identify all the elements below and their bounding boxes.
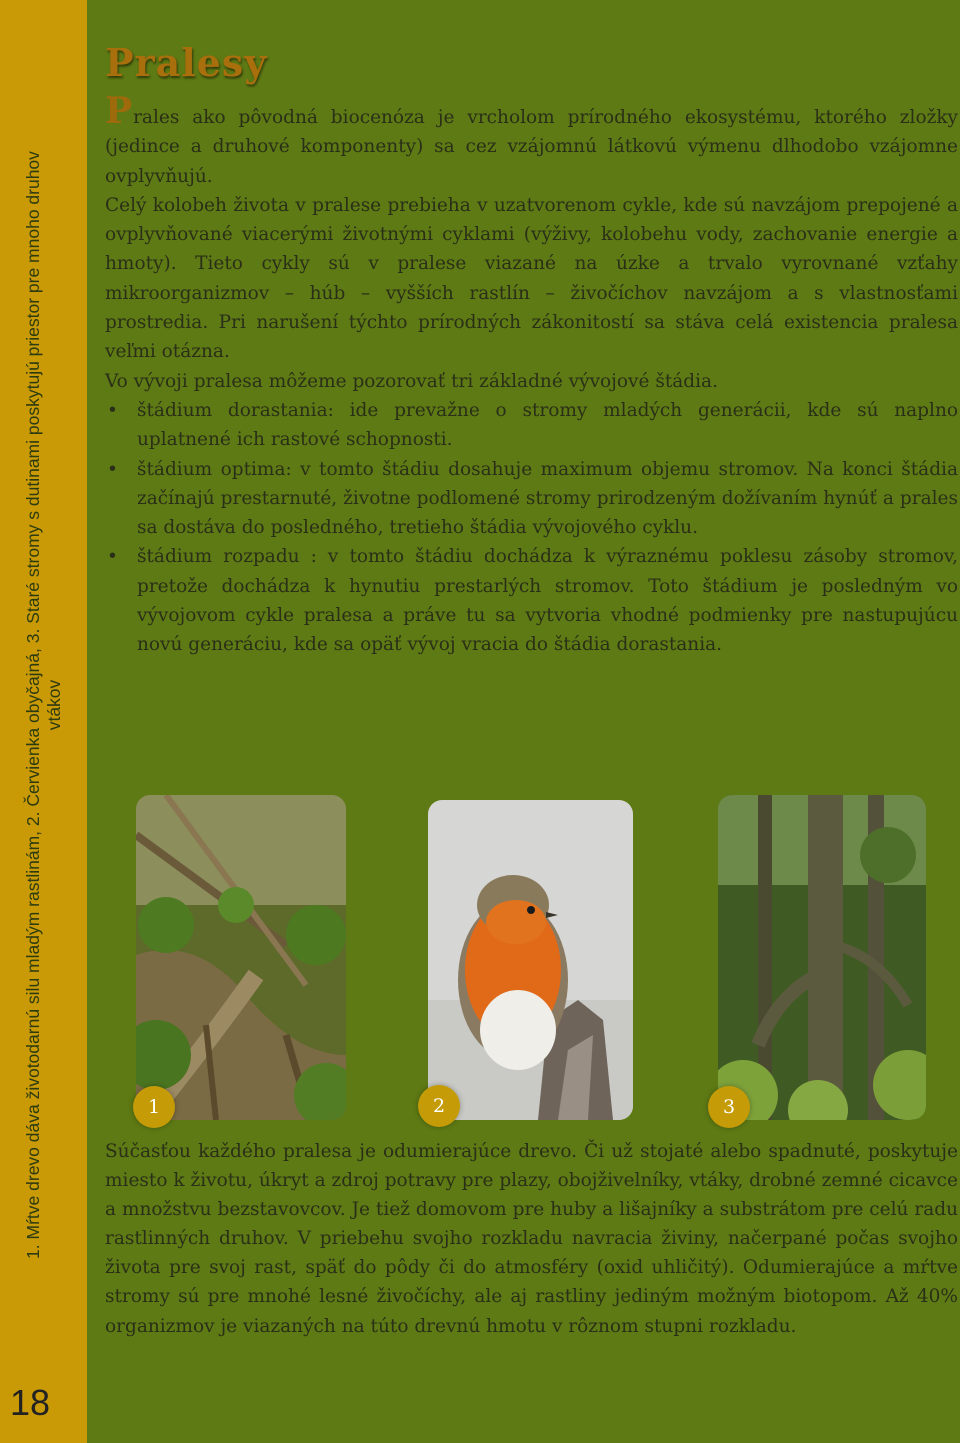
photo-badge-3: 3 (708, 1086, 750, 1128)
intro-paragraph (105, 90, 958, 191)
figure-caption-line-2: vtákov (43, 679, 64, 731)
cycle-paragraph: Celý kolobeh života v pralese prebieha v uzatvorenom cykle, kde sú navzájom prepojené a ovplyvňované viacerými životnými cyklami (výživy, kolobehu vody, zachovanie energie a hmoty). Tieto cykly sú v pralese viazané na úzke a trvalo vyrovnané vzťahy mikroorganizmov – húb – vyšších rastlín – živočíchov navzájom a s vlastnosťami prostredia. Pri narušení týchto prírodných zákonitostí sa stáva celá existencia pralesa veľmi otázna. (105, 194, 958, 363)
intro-text: rales ako pôvodná biocenóza je vrcholom prírodného ekosystému, ktorého zložky (jedince a druhové komponenty) sa cez vzájomnú látkovú výmenu dlhodobo vzájomne ovplyvňujú. (105, 107, 958, 187)
article-top (105, 40, 958, 660)
sidebar (0, 0, 87, 1443)
stages-list (105, 396, 958, 660)
stage-item-decay: • štádium rozpadu : v tomto štádiu dochádza k výraznému poklesu zásoby stromov, pretože dochádza k hynutiu prestarlých stromov. Toto štádium je posledným vo vývojovom cykle pralesa a práve tu sa vytvoria vhodné podmienky pre nastupujúcu novú generáciu, kde sa opäť vývoj vracia do štádia dorastania. (105, 542, 958, 659)
stage-item-growth: • štádium dorastania: ide prevažne o stromy mladých generácii, kde sú naplno uplatnené ich rastové schopnosti. (105, 396, 958, 455)
stages-intro: Vo vývoji pralesa môžeme pozorovať tri základné vývojové štádia. (105, 370, 718, 392)
photo-badge-1: 1 (133, 1086, 175, 1128)
page-title: Pralesy (105, 40, 268, 85)
figure-caption (0, 55, 87, 1355)
photo-badge-2: 2 (418, 1085, 460, 1127)
photo-robin (428, 800, 633, 1120)
figure-caption-line-1: 1. Mŕtve drevo dáva životodarnú silu mladým rastlinám, 2. Červienka obyčajná, 3. Staré stromy s dutinami poskytujú priestor pre mnoho druhov (22, 151, 43, 1259)
article-bottom (105, 1137, 958, 1341)
stage-item-optimum: • štádium optima: v tomto štádiu dosahuje maximum objemu stromov. Na konci štádia začínajú prestarnuté, životne podlomené stromy prirodzeným dožívaním hynúť a prales sa dostáva do posledného, tretieho štádia vývojového cyklu. (105, 455, 958, 543)
deadwood-paragraph: Súčasťou každého pralesa je odumierajúce drevo. Či už stojaté alebo spadnuté, poskytuje miesto k životu, úkryt a zdroj potravy pre plazy, obojživelníky, vtáky, drobné zemné cicavce a množstvu bezstavovcov. Je tiež domovom pre huby a lišajníky a substrátom pre celú radu rastlinných druhov. V priebehu svojho rozkladu navracia živiny, načerpané počas svojho života pre svoj rast, späť do pôdy či do atmosféry (oxid uhličitý). Odumierajúce a mŕtve stromy sú pre mnohé lesné živočíchy, ale aj rastliny jediným možným biotopom. Až 40% organizmov je viazaných na túto drevnú hmotu v rôznom stupni rozkladu. (105, 1141, 958, 1337)
photo-old-trees (718, 795, 926, 1120)
page-number: 18 (9, 1382, 51, 1423)
photo-deadwood (136, 795, 346, 1120)
drop-cap: P (105, 90, 133, 132)
